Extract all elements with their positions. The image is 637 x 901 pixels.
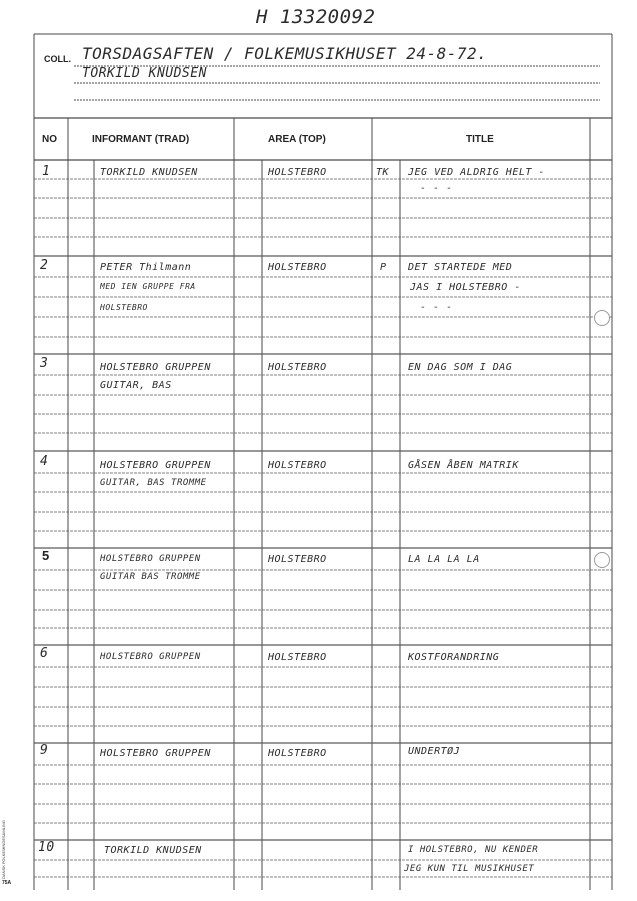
entry-title: KOSTFORANDRING	[408, 652, 500, 663]
coll-title: TORSDAGSAFTEN / FOLKEMUSIKHUSET 24-8-72.	[82, 44, 488, 63]
entry-informant: MED IEN GRUPPE FRA	[100, 282, 196, 291]
entry-area: HOLSTEBRO	[268, 362, 327, 373]
entry-number: 6	[40, 646, 49, 661]
entry-informant: GUITAR BAS TROMME	[100, 572, 201, 582]
entry-informant: HOLSTEBRO GRUPPEN	[100, 748, 211, 759]
header-informant: INFORMANT (TRAD)	[92, 134, 190, 145]
entry-area: HOLSTEBRO	[268, 167, 327, 178]
entry-title: DET STARTEDE MED	[408, 262, 513, 273]
entry-number: 2	[40, 258, 49, 273]
entry-area: HOLSTEBRO	[268, 554, 327, 565]
entry-informant: HOLSTEBRO	[100, 303, 148, 312]
entry-title: - - -	[420, 302, 453, 313]
entry-number: 9	[40, 743, 49, 758]
entry-title: GÅSEN ÅBEN MATRIK	[408, 460, 519, 471]
entry-title: I HOLSTEBRO, NU KENDER	[408, 845, 539, 855]
entry-informant: GUITAR, BAS	[100, 380, 172, 391]
entry-title: EN DAG SOM I DAG	[408, 362, 513, 373]
entry-informant: HOLSTEBRO GRUPPEN	[100, 652, 201, 662]
entry-number: 3	[40, 356, 49, 371]
entry-title: JEG KUN TIL MUSIKHUSET	[404, 864, 535, 874]
punch-hole	[594, 310, 610, 326]
entry-mark: P	[380, 262, 387, 273]
entry-informant: HOLSTEBRO GRUPPEN	[100, 460, 211, 471]
coll-label: COLL.	[44, 54, 71, 64]
coll-collector: TORKILD KNUDSEN	[82, 66, 207, 81]
entry-informant: HOLSTEBRO GRUPPEN	[100, 362, 211, 373]
entry-informant: PETER Thilmann	[100, 262, 192, 273]
punch-hole	[594, 552, 610, 568]
entry-number: 5	[42, 548, 50, 563]
entry-number: 1	[42, 164, 51, 179]
entry-title: JAS I HOLSTEBRO -	[410, 282, 521, 293]
header-area: AREA (TOP)	[268, 134, 326, 145]
header-title: TITLE	[466, 134, 494, 145]
archive-number: H 13320092	[256, 6, 376, 28]
entry-area: HOLSTEBRO	[268, 262, 327, 273]
side-imprint: DANSK FOLKEMINDESAMLING	[1, 820, 6, 879]
entry-informant: TORKILD KNUDSEN	[104, 845, 202, 856]
entry-title: - - -	[420, 183, 453, 194]
entry-informant: GUITAR, BAS TROMME	[100, 478, 207, 488]
entry-title: LA LA LA LA	[408, 554, 480, 565]
entry-informant: HOLSTEBRO GRUPPEN	[100, 554, 201, 564]
corner-code: 75A	[2, 880, 12, 886]
entry-area: HOLSTEBRO	[268, 748, 327, 759]
entry-number: 10	[38, 840, 55, 855]
entry-number: 4	[40, 454, 49, 469]
entry-mark: TK	[376, 167, 390, 178]
entry-informant: TORKILD KNUDSEN	[100, 167, 198, 178]
entry-area: HOLSTEBRO	[268, 460, 327, 471]
header-no: NO	[42, 134, 57, 145]
entry-title: UNDERTØJ	[408, 746, 461, 757]
entry-area: HOLSTEBRO	[268, 652, 327, 663]
entry-title: JEG VED ALDRIG HELT -	[408, 167, 545, 178]
